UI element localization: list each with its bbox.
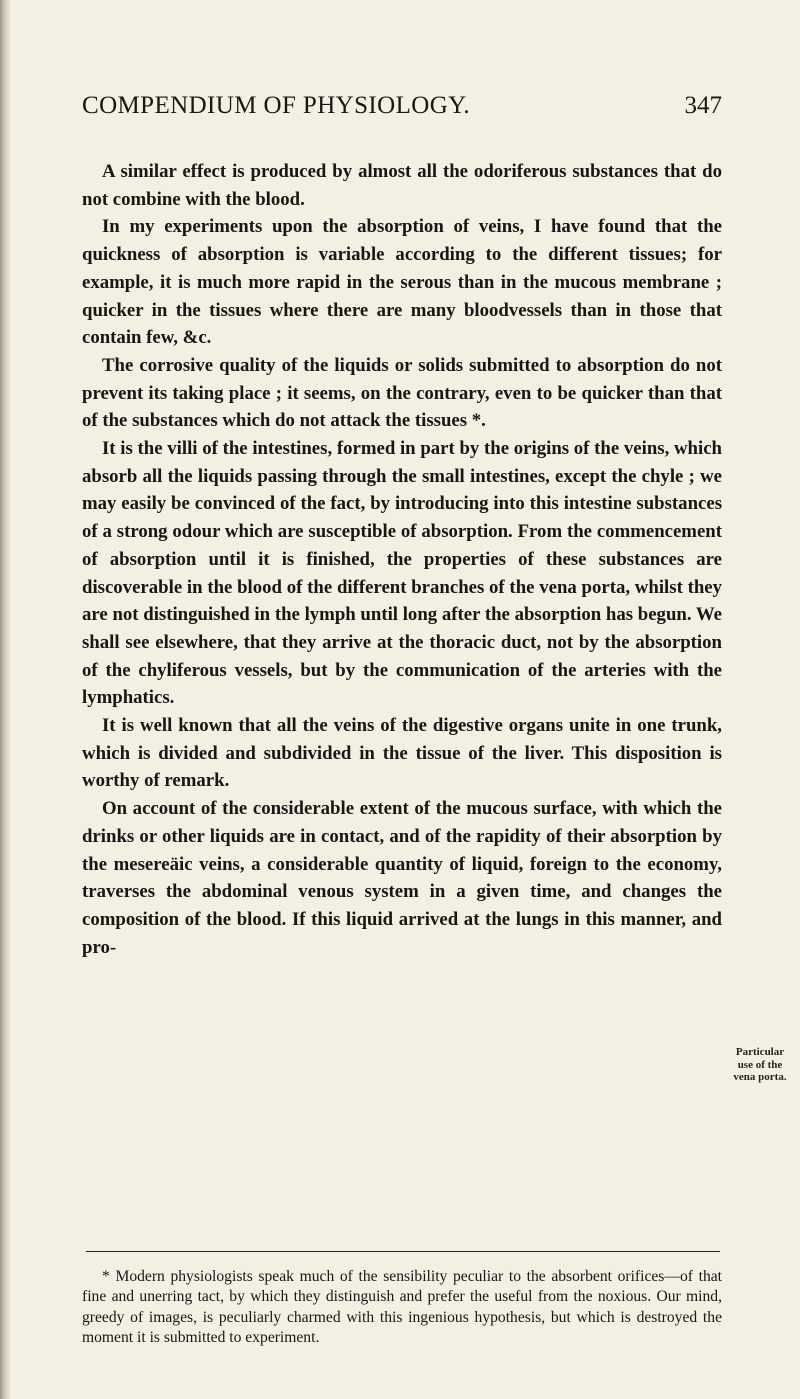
marginal-note: Particular use of the vena porta. — [733, 1046, 787, 1083]
paragraph-absorption-speed: In my experiments upon the absorption of veins, I have found that the quickness of absorption is variable according to the different tissues; for example, it is much more rapid in the serous than in the mucous membrane ; quicker in the tissues where there are many bloodvessels than in those that contain few, &c. — [82, 216, 722, 349]
footnote-divider — [86, 1251, 720, 1252]
paragraph-mucous-surface: On account of the considerable extent of the mucous surface, with which the drinks or other liquids are in contact, and of the rapidity of their absorption by the mesereäic veins, a considerable quantity of liquid, foreign to the economy, traverses the abdominal venous system in a given time, and changes the composition of the blood. If this liquid arrived at the lungs in this manner, and pro- — [82, 798, 722, 958]
paragraph-odoriferous: A similar effect is produced by almost all the odoriferous substances that do not combine with the blood. — [82, 161, 722, 210]
page-number: 347 — [684, 92, 722, 119]
paragraph-corrosive-quality: The corrosive quality of the liquids or solids submitted to absorption do not prevent its taking place ; it seems, on the contrary, even to be quicker than that of the substances which do not attack the tissues *. — [82, 354, 722, 432]
running-title: COMPENDIUM OF PHYSIOLOGY. — [82, 92, 471, 119]
footnote-text: * Modern physiologists speak much of the sensibility peculiar to the absorbent orifices—of that fine and unerring tact, by which they distinguish and prefer the useful from the noxious. Our mind, greedy of images, is peculiarly charmed with this ingenious hypothesis, but which is destroyed the moment it is submitted to experiment. — [82, 1268, 722, 1346]
page-binding-edge — [0, 0, 10, 1399]
main-text — [82, 158, 722, 961]
paragraph-digestive-veins: It is well known that all the veins of the digestive organs unite in one trunk, which is divided and subdivided in the tissue of the liver. This disposition is worthy of remark. — [82, 715, 722, 792]
footnote — [82, 1267, 722, 1348]
paragraph-villi: It is the villi of the intestines, formed in part by the origins of the veins, which absorb all the liquids passing through the small intestines, except the chyle ; we may easily be convinced of the fact, by introducing into this intestine substances of a strong odour which are susceptible of absorption. From the commencement of absorption until it is finished, the properties of these substances are discoverable in the blood of the different branches of the vena porta, whilst they are not distinguished in the lymph until long after the absorption has begun. We shall see elsewhere, that they arrive at the thoracic duct, not by the absorption of the chyliferous vessels, but by the communication of the arteries with the lymphatics. — [82, 438, 722, 709]
page-header — [82, 92, 722, 132]
